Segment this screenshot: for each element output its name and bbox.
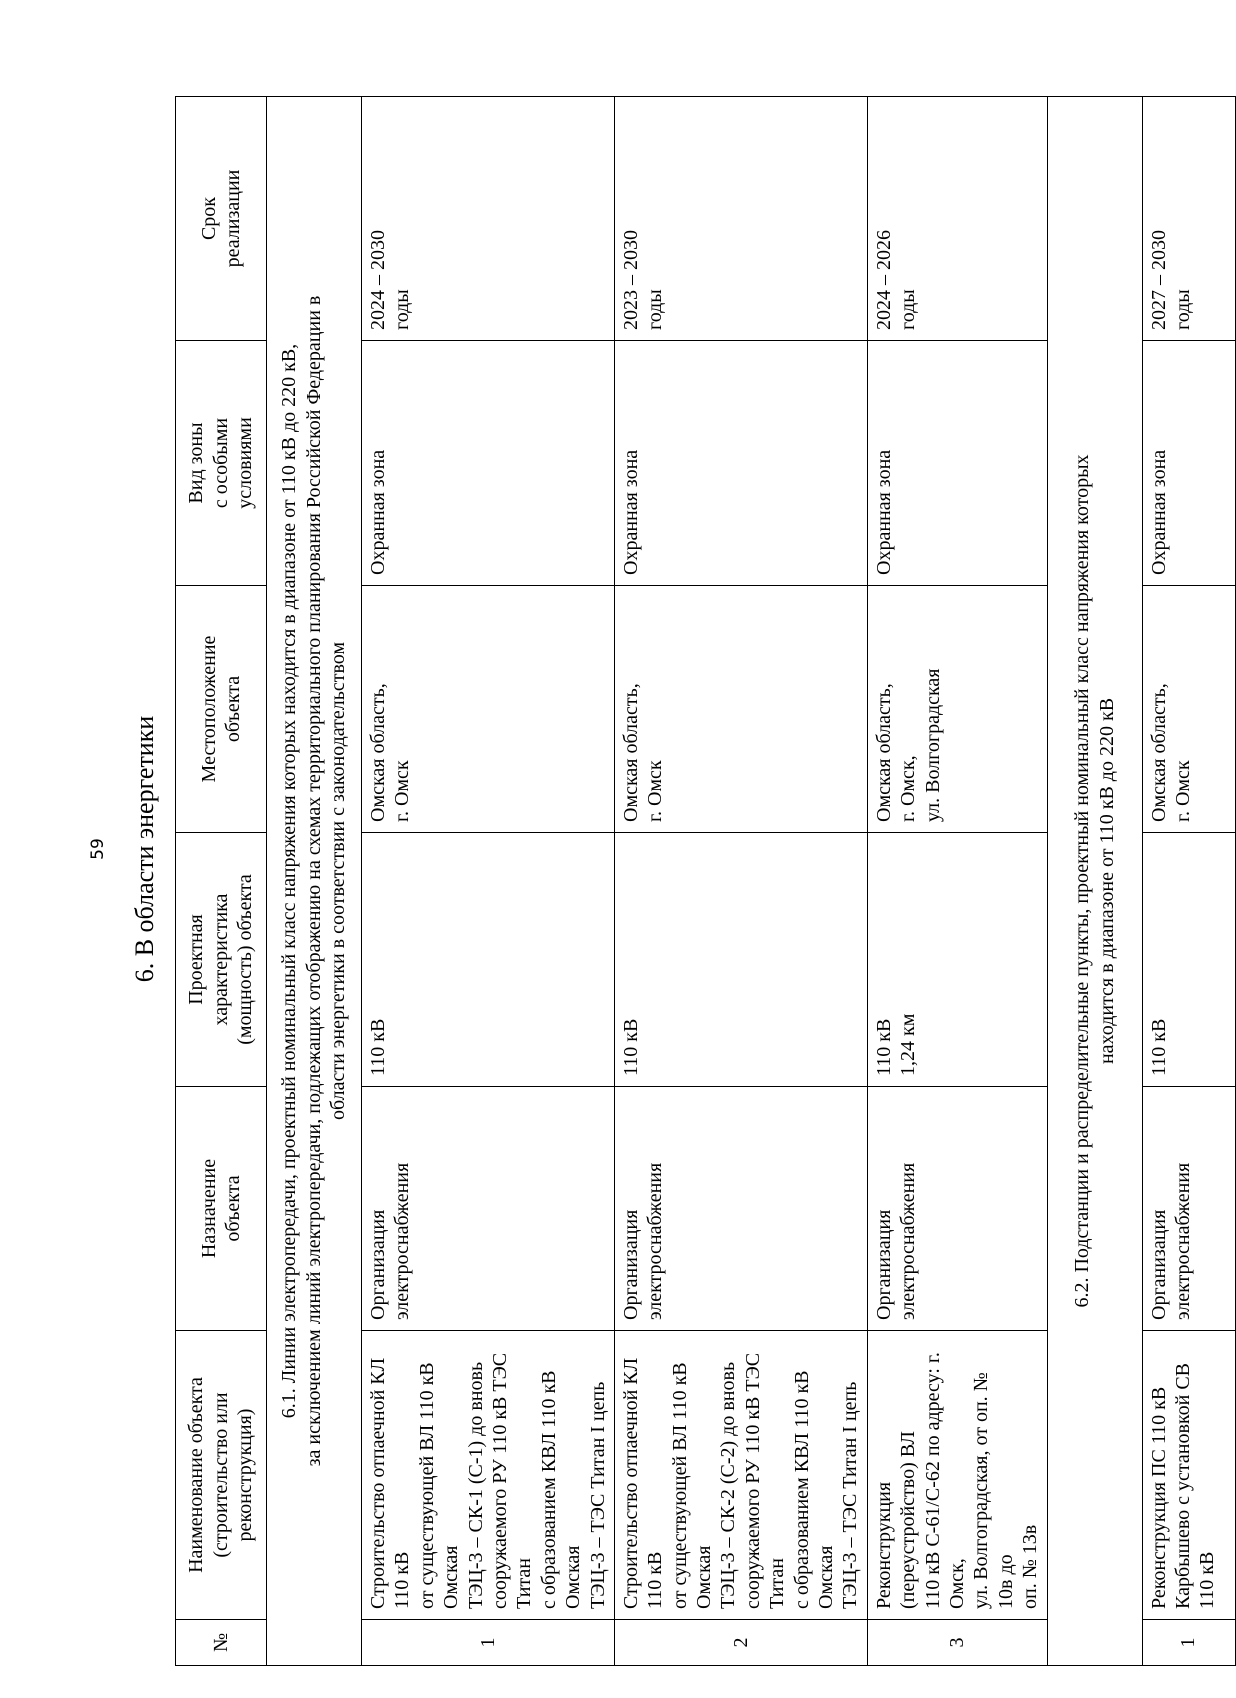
cell-name (1142, 1331, 1235, 1620)
cell-line: 110 кВ (872, 1018, 895, 1076)
cell-line: от существующей ВЛ 110 кВ Омская (668, 1362, 716, 1609)
cell-line: Организация (872, 1209, 895, 1320)
cell-term (362, 97, 615, 341)
section-1-heading: 6.1. Линии электропередачи, проектный номинальный класс напряжения которых находится в диапазоне от 110 кВ до 220 кВ, за исключением линий электропередачи, подлежащих отображению на схемах территориального планирования Российской Федерации в области энергетики в соответствии с законодательством (267, 97, 362, 1666)
cell-spec (614, 833, 867, 1087)
cell-line: Реконструкция ПС 110 кВ (1147, 1386, 1170, 1609)
cell-line: годы (644, 289, 667, 330)
cell-line: оп. № 13в (1019, 1524, 1042, 1609)
section-heading-row (267, 97, 362, 1666)
cell-line: ТЭЦ-3 – СК-1 (С-1) до вновь (464, 1361, 487, 1609)
energy-objects-table (175, 96, 1236, 1666)
header-location: Местоположение объекта (176, 586, 267, 833)
cell-location (362, 586, 615, 833)
cell-line: Строительство отпаечной КЛ 110 кВ (367, 1357, 414, 1609)
cell-name (614, 1331, 867, 1620)
cell-num: 2 (614, 1620, 867, 1666)
cell-line: электроснабжения (644, 1162, 667, 1320)
cell-location (614, 586, 867, 833)
cell-line: 1,24 км (897, 1013, 920, 1076)
cell-line: 2024 – 2030 (367, 230, 389, 330)
cell-num: 1 (1142, 1620, 1235, 1666)
cell-line: ТЭЦ-3 – ТЭС Титан I цепь (586, 1381, 609, 1609)
cell-zone: Охранная зона (867, 341, 1047, 586)
cell-spec (362, 833, 615, 1087)
cell-location (867, 586, 1047, 833)
cell-line: 6.2. Подстанции и распределительные пункты, проектный номинальный класс напряжения которых (1071, 454, 1094, 1308)
header-name: Наименование объекта (строительство или реконструкция) (176, 1331, 267, 1620)
cell-line: Карбышево с установкой СВ 110 кВ (1171, 1363, 1219, 1609)
section-2-heading (1047, 97, 1142, 1666)
cell-zone: Охранная зона (362, 341, 615, 586)
page-number: 59 (88, 838, 108, 860)
table-header-row (176, 97, 267, 1666)
cell-line: с образованием КВЛ 110 кВ Омская (537, 1370, 585, 1609)
cell-line: г. Омск, (897, 755, 920, 822)
cell-line: годы (391, 289, 414, 330)
section-title: 6. В области энергетики (130, 715, 159, 983)
cell-line: Строительство отпаечной КЛ 110 кВ (619, 1357, 667, 1609)
cell-line: электроснабжения (391, 1162, 414, 1320)
table-row (614, 97, 867, 1666)
cell-line: ул. Волгоградская, от оп. № 10в до (970, 1372, 1017, 1609)
cell-purpose (867, 1087, 1047, 1331)
header-num: № (176, 1620, 267, 1666)
cell-line: 110 кВ С-61/С-62 по адресу: г. Омск, (921, 1352, 968, 1609)
cell-purpose (1142, 1087, 1235, 1331)
cell-line: Омская область, (1147, 683, 1170, 822)
cell-line: Организация (367, 1209, 389, 1320)
cell-line: Омская область, (872, 683, 895, 822)
cell-line: ТЭЦ-3 – СК-2 (С-2) до вновь (717, 1361, 740, 1609)
cell-line: сооружаемого РУ 110 кВ ТЭС Титан (488, 1352, 536, 1609)
cell-line: сооружаемого РУ 110 кВ ТЭС Титан (741, 1352, 789, 1609)
cell-line: 2027 – 2030 (1147, 230, 1170, 330)
cell-purpose (362, 1087, 615, 1331)
table-row (1142, 97, 1235, 1666)
cell-line: 110 кВ (367, 1018, 389, 1076)
cell-term (867, 97, 1047, 341)
cell-zone: Охранная зона (1142, 341, 1235, 586)
cell-line: годы (1171, 289, 1194, 330)
table-row (362, 97, 615, 1666)
cell-line: г. Омск (1171, 760, 1194, 822)
cell-line: Организация (619, 1209, 642, 1320)
cell-line: ТЭЦ-3 – ТЭС Титан I цепь (839, 1381, 862, 1609)
cell-line: электроснабжения (897, 1162, 920, 1320)
cell-line: Омская область, (367, 683, 389, 822)
cell-line: 110 кВ (1147, 1018, 1170, 1076)
cell-line: Омская область, (619, 683, 642, 822)
header-term: Срок реализации (176, 97, 267, 341)
cell-line: Организация (1147, 1209, 1170, 1320)
cell-line: 2024 – 2026 (872, 230, 895, 330)
cell-line: электроснабжения (1171, 1162, 1194, 1320)
section-heading-row (1047, 97, 1142, 1666)
cell-name (362, 1331, 615, 1620)
cell-line: находится в диапазоне от 110 кВ до 220 кВ (1095, 697, 1118, 1065)
header-spec: Проектная характеристика (мощность) объекта (176, 833, 267, 1087)
cell-num: 3 (867, 1620, 1047, 1666)
cell-location (1142, 586, 1235, 833)
cell-line: от существующей ВЛ 110 кВ Омская (415, 1362, 463, 1609)
cell-name (867, 1331, 1047, 1620)
cell-purpose (614, 1087, 867, 1331)
cell-term (614, 97, 867, 341)
cell-line: 2023 – 2030 (619, 230, 642, 330)
table-row (867, 97, 1047, 1666)
cell-num: 1 (362, 1620, 615, 1666)
cell-spec (1142, 833, 1235, 1087)
cell-line: г. Омск (644, 760, 667, 822)
header-zone: Вид зоны с особыми условиями (176, 341, 267, 586)
cell-line: 110 кВ (619, 1018, 642, 1076)
cell-line: Реконструкция (переустройство) ВЛ (872, 1431, 920, 1609)
cell-line: ул. Волгоградская (921, 668, 944, 822)
cell-term (1142, 97, 1235, 341)
header-purpose: Назначение объекта (176, 1087, 267, 1331)
cell-line: г. Омск (391, 760, 414, 822)
cell-line: с образованием КВЛ 110 кВ Омская (790, 1370, 838, 1609)
cell-line: годы (897, 289, 920, 330)
cell-spec (867, 833, 1047, 1087)
cell-zone: Охранная зона (614, 341, 867, 586)
